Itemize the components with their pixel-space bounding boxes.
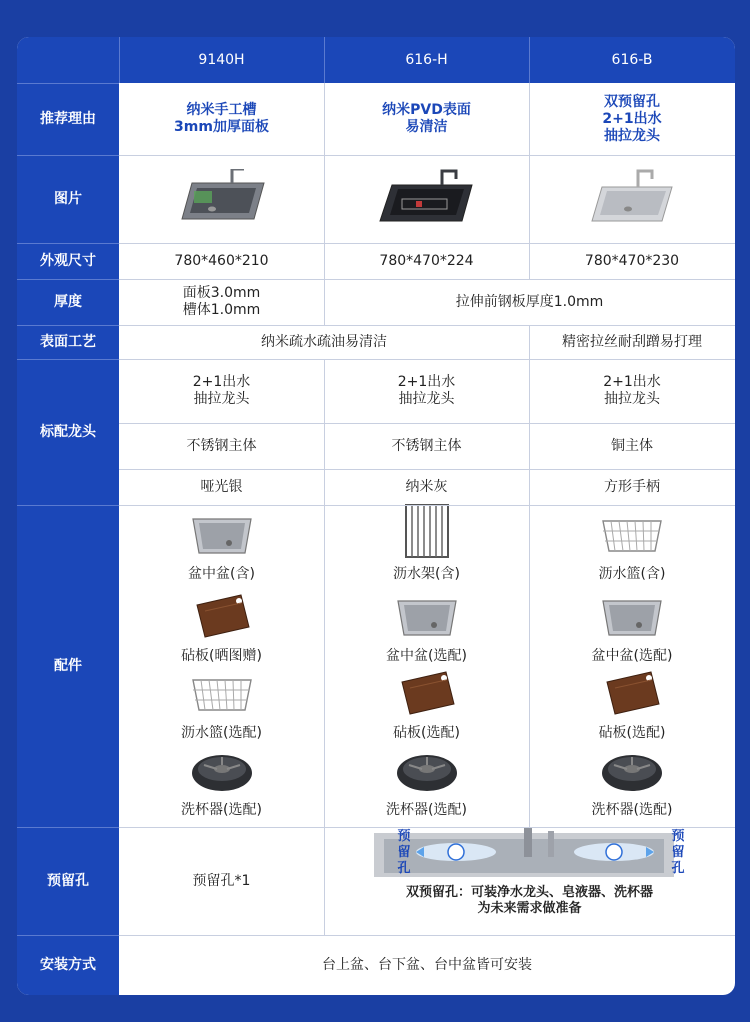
- cutting-board-icon: [392, 668, 462, 722]
- product-image-1: [119, 155, 324, 243]
- row-label-size: 外观尺寸: [17, 243, 119, 279]
- row-label-reserved: 预留孔: [17, 827, 119, 935]
- accessory-item: [324, 591, 529, 673]
- drain-basket-icon: [187, 668, 257, 722]
- cup-washer-icon: [187, 749, 257, 799]
- reserved-cell-1: 预留孔*1: [192, 872, 251, 889]
- accessory-item: [324, 505, 529, 591]
- accessory-label: 盆中盆(选配): [386, 648, 467, 664]
- thickness-line: 面板3.0mm: [182, 285, 261, 301]
- row-label-thickness: 厚度: [17, 279, 119, 325]
- sink-image-icon: [172, 169, 272, 229]
- reason-line: 易清洁: [405, 119, 448, 135]
- inner-basin-icon: [597, 591, 667, 645]
- reason-line: 3mm加厚面板: [174, 119, 269, 135]
- accessory-label: 沥水篮(选配): [181, 725, 262, 741]
- reserved-illustration: [324, 827, 735, 883]
- faucet-outlet-2: [324, 359, 529, 423]
- accessory-label: 洗杯器(选配): [181, 802, 262, 818]
- accessory-item: [529, 673, 735, 750]
- faucet-finish-3: 方形手柄: [604, 478, 660, 495]
- accessory-label: 盆中盆(选配): [591, 648, 673, 664]
- accessory-item: [119, 673, 324, 750]
- row-label-reason: 推荐理由: [17, 83, 119, 155]
- reason-line: 2+1出水: [602, 110, 662, 127]
- inner-basin-icon: [392, 591, 462, 645]
- reason-line: 纳米PVD表面: [382, 102, 471, 118]
- row-label-install: 安装方式: [17, 935, 119, 995]
- faucet-outlet-3: [529, 359, 735, 423]
- reason-cell-1: [119, 83, 324, 155]
- accessory-label: 砧板(晒图赠): [181, 648, 262, 664]
- faucet-material-1: 不锈钢主体: [186, 437, 257, 454]
- surface-cell-merged: 纳米疏水疏油易清洁: [261, 333, 387, 350]
- thickness-line: 槽体1.0mm: [182, 302, 261, 318]
- accessory-label: 洗杯器(选配): [591, 802, 673, 818]
- size-cell-3: 780*470*230: [584, 252, 680, 269]
- size-cell-1: 780*460*210: [174, 252, 269, 269]
- column-header-2: 616-H: [324, 37, 529, 83]
- reserved-cell-merged: [324, 827, 735, 935]
- reason-line: 双预留孔: [604, 93, 660, 110]
- faucet-finish-1: 哑光银: [200, 478, 243, 495]
- row-label-faucet: 标配龙头: [17, 359, 119, 505]
- reserved-note-2: 为未来需求做准备: [477, 901, 582, 916]
- surface-cell-3: 精密拉丝耐刮蹭易打理: [562, 333, 702, 350]
- column-header-1: 9140H: [119, 37, 324, 83]
- cutting-board-icon: [597, 668, 667, 722]
- inner-basin-icon: [187, 509, 257, 563]
- faucet-line: 抽拉龙头: [193, 391, 250, 407]
- accessory-item: [529, 505, 735, 591]
- accessory-label: 砧板(选配): [598, 725, 666, 741]
- drain-rack-icon: [392, 503, 462, 563]
- row-label-image: 图片: [17, 155, 119, 243]
- cup-washer-icon: [597, 749, 667, 799]
- accessory-item: [324, 673, 529, 750]
- reason-line: 抽拉龙头: [604, 127, 660, 144]
- product-image-2: [324, 155, 529, 243]
- row-label-accessories: 配件: [17, 505, 119, 827]
- reason-cell-3: [529, 83, 735, 155]
- accessory-item: [119, 591, 324, 673]
- accessory-item: [324, 750, 529, 827]
- accessory-item: [529, 750, 735, 827]
- cup-washer-icon: [392, 749, 462, 799]
- column-header-3: 616-B: [529, 37, 735, 83]
- reason-line: 纳米手工槽: [186, 102, 257, 118]
- faucet-line: 抽拉龙头: [604, 391, 660, 407]
- faucet-finish-2: 纳米灰: [405, 478, 448, 495]
- accessory-item: [529, 591, 735, 673]
- faucet-material-3: 铜主体: [611, 437, 653, 454]
- header-corner: [17, 37, 119, 83]
- faucet-material-2: 不锈钢主体: [391, 437, 462, 454]
- thickness-cell-merged: 拉伸前钢板厚度1.0mm: [455, 293, 604, 310]
- drain-basket-icon: [597, 509, 667, 563]
- product-image-3: [529, 155, 735, 243]
- row-label-surface: 表面工艺: [17, 325, 119, 359]
- cutting-board-icon: [187, 591, 257, 645]
- sink-image-icon: [372, 169, 482, 229]
- spec-table: [17, 37, 735, 995]
- accessory-label: 盆中盆(含): [188, 566, 255, 582]
- faucet-outlet-1: [119, 359, 324, 423]
- sink-image-icon: [582, 169, 682, 229]
- reserved-side-label-left: 预留孔: [397, 829, 411, 876]
- accessory-label: 洗杯器(选配): [386, 802, 467, 818]
- reason-cell-2: [324, 83, 529, 155]
- faucet-line: 2+1出水: [603, 374, 661, 390]
- faucet-line: 抽拉龙头: [398, 391, 455, 407]
- size-cell-2: 780*470*224: [379, 252, 474, 269]
- accessory-label: 砧板(选配): [393, 725, 460, 741]
- faucet-line: 2+1出水: [397, 374, 456, 390]
- accessory-label: 沥水篮(含): [598, 566, 666, 582]
- accessory-item: [119, 505, 324, 591]
- faucet-line: 2+1出水: [192, 374, 251, 390]
- accessory-item: [119, 750, 324, 827]
- reserved-note-1: 双预留孔：可装净水龙头、皂液器、洗杯器: [405, 885, 653, 900]
- reserved-side-label-right: 预留孔: [671, 829, 685, 876]
- thickness-cell-1: [119, 279, 324, 325]
- install-cell-merged: 台上盆、台下盆、台中盆皆可安装: [322, 956, 532, 973]
- accessory-label: 沥水架(含): [393, 566, 460, 582]
